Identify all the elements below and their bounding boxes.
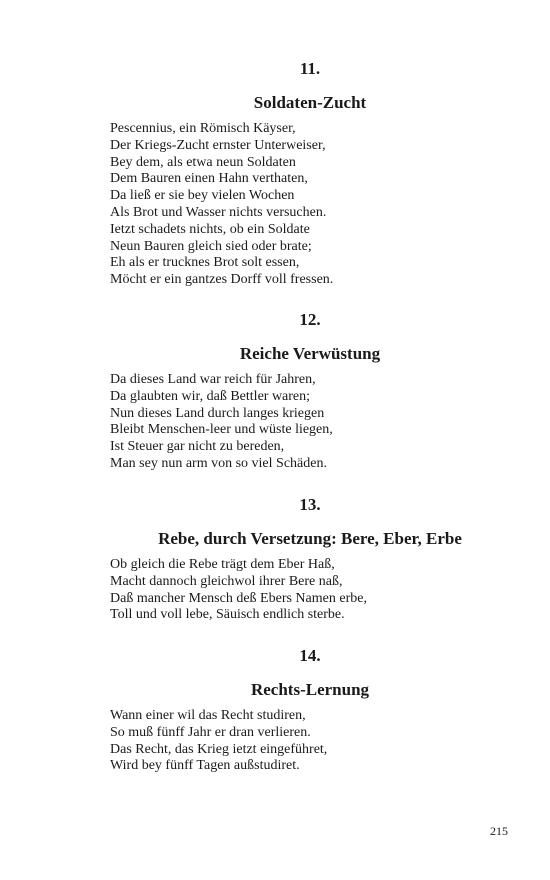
poem-title: Rebe, durch Versetzung: Bere, Eber, Erbe (158, 529, 462, 548)
poem-11 (110, 59, 510, 289)
poem-line: Wann einer wil das Recht studiren, (110, 708, 306, 723)
poem-text (110, 372, 510, 473)
poem-line: Das Recht, das Krieg ietzt eingeführet, (110, 741, 328, 757)
poem-line: Bleibt Menschen-leer und wüste liegen, (110, 422, 333, 438)
poem-line: Als Brot und Wasser nichts versuchen. (110, 204, 327, 220)
poem-number: 12. (299, 310, 321, 329)
poem-line: Daß mancher Mensch deß Ebers Namen erbe, (110, 590, 367, 606)
poem-12 (110, 310, 510, 473)
poem-number: 13. (299, 495, 321, 514)
poem-text (110, 708, 510, 775)
poem-number: 11. (299, 59, 321, 78)
poem-line: Wird bey fünff Tagen außstudiret. (110, 758, 300, 774)
poem-line: Toll und voll lebe, Säuisch endlich sterbe. (110, 607, 345, 623)
poem-number: 14. (299, 646, 321, 665)
poem-line: Man sey nun arm von so viel Schäden. (110, 455, 327, 471)
poem-line: Ist Steuer gar nicht zu bereden, (110, 439, 285, 455)
poem-title: Rechts-Lernung (250, 680, 370, 699)
poem-line: Möcht er ein gantzes Dorff voll fressen. (110, 272, 334, 288)
poem-line: Da glaubten wir, daß Bettler waren; (110, 388, 311, 404)
poem-13 (110, 495, 510, 624)
poem-text (110, 121, 510, 289)
poem-line: Ietzt schadets nichts, ob ein Soldate (110, 221, 310, 237)
poem-line: Da dieses Land war reich für Jahren, (110, 372, 316, 387)
poem-line: So muß fünff Jahr er dran verlieren. (110, 724, 311, 740)
poem-line: Nun dieses Land durch langes kriegen (110, 405, 325, 421)
poem-title: Soldaten-Zucht (253, 93, 367, 112)
poem-line: Ob gleich die Rebe trägt dem Eber Haß, (110, 557, 335, 572)
poem-text (110, 557, 510, 624)
poem-line: Macht dannoch gleichwol ihrer Bere naß, (110, 573, 343, 589)
poem-line: Der Kriegs-Zucht ernster Unterweiser, (110, 137, 326, 153)
page-number: 215 (490, 824, 508, 838)
poem-line: Dem Bauren einen Hahn verthaten, (110, 171, 308, 187)
poem-line: Neun Bauren gleich sied oder brate; (110, 238, 312, 254)
poem-line: Eh als er trucknes Brot solt essen, (110, 255, 300, 271)
poem-line: Da ließ er sie bey vielen Wochen (110, 188, 295, 204)
poem-line: Pescennius, ein Römisch Käyser, (110, 121, 296, 136)
poem-line: Bey dem, als etwa neun Soldaten (110, 154, 296, 170)
poem-14 (110, 646, 510, 775)
poem-title: Reiche Verwüstung (239, 344, 381, 363)
